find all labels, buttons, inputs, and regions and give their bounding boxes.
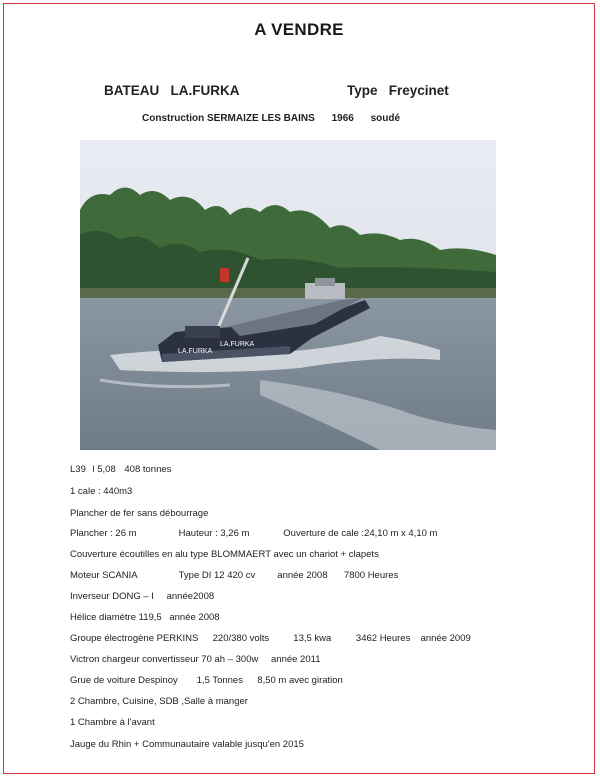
- spec-hauteur: Hauteur : 3,26 m: [178, 528, 250, 539]
- boat-type-line: [347, 83, 449, 98]
- spec-hold: 1 cale : 440m3: [70, 486, 133, 497]
- spec-engine-hours: 7800 Heures: [343, 570, 399, 581]
- spec-generator-power: 13,5 kwa: [293, 633, 332, 644]
- spec-crane-capacity: 1,5 Tonnes: [196, 675, 243, 686]
- boat-name: LA.FURKA: [170, 83, 240, 98]
- spec-propeller-year: année 2008: [169, 612, 220, 623]
- construction-line: [142, 113, 414, 124]
- spec-floor-type: Plancher de fer sans débourrage: [70, 508, 209, 519]
- spec-engine: [70, 570, 398, 581]
- spec-crane-label: Grue de voiture Despinoy: [70, 675, 178, 686]
- spec-tonnage: 408 tonnes: [124, 464, 172, 475]
- spec-charger-label: Victron chargeur convertisseur 70 ah – 300w: [70, 654, 259, 665]
- page-title: A VENDRE: [254, 20, 344, 39]
- spec-charger-year: année 2011: [271, 654, 321, 665]
- boat-name-line: [104, 83, 240, 98]
- spec-hatch-cover: Couverture écoutilles en alu type BLOMMAERT avec un chariot + clapets: [70, 549, 379, 560]
- type-label: Type: [347, 83, 378, 98]
- spec-engine-brand: Moteur SCANIA: [70, 570, 138, 581]
- spec-reverser-year: année2008: [166, 591, 215, 602]
- boat-photo: [80, 140, 496, 450]
- spec-generator-year: année 2009: [420, 633, 471, 644]
- spec-generator-hours: 3462 Heures: [355, 633, 411, 644]
- spec-front-room: 1 Chambre à l'avant: [70, 717, 155, 728]
- spec-generator: [70, 633, 471, 644]
- spec-rooms: 2 Chambre, Cuisine, SDB ,Salle à manger: [70, 696, 248, 707]
- construction-year: 1966: [331, 113, 354, 124]
- spec-crane-reach: 8,50 m avec giration: [257, 675, 343, 686]
- spec-generator-voltage: 220/380 volts: [212, 633, 270, 644]
- spec-reverser-label: Inverseur DONG – I: [70, 591, 154, 602]
- spec-length: L39: [70, 464, 86, 475]
- spec-propeller: [70, 612, 220, 623]
- spec-reverser: [70, 591, 214, 602]
- spec-engine-year: année 2008: [277, 570, 328, 581]
- type-value: Freycinet: [388, 83, 449, 98]
- hull-name-text-2: LA.FURKA: [220, 341, 255, 348]
- boat-label: BATEAU: [104, 83, 160, 98]
- construction-label: Construction SERMAIZE LES BAINS: [142, 113, 315, 124]
- hull-name-text: LA.FURKA: [178, 348, 213, 355]
- spec-engine-type: Type DI 12 420 cv: [178, 570, 256, 581]
- spec-crane: [70, 675, 343, 686]
- construction-method: soudé: [370, 113, 401, 124]
- boat-photo-illustration: [80, 140, 496, 450]
- spec-charger: [70, 654, 321, 665]
- spec-propeller-label: Hélice diamètre 119,5: [70, 612, 162, 623]
- spec-gauge: Jauge du Rhin + Communautaire valable jusqu'en 2015: [70, 739, 304, 750]
- spec-ouverture: Ouverture de cale :24,10 m x 4,10 m: [283, 528, 438, 539]
- spec-width: l 5,08: [92, 464, 116, 475]
- spec-floor: [70, 528, 437, 539]
- sale-sheet: [3, 3, 595, 774]
- spec-generator-label: Groupe électrogène PERKINS: [70, 633, 199, 644]
- spec-plancher: Plancher : 26 m: [70, 528, 137, 539]
- spec-dimensions: [70, 464, 171, 475]
